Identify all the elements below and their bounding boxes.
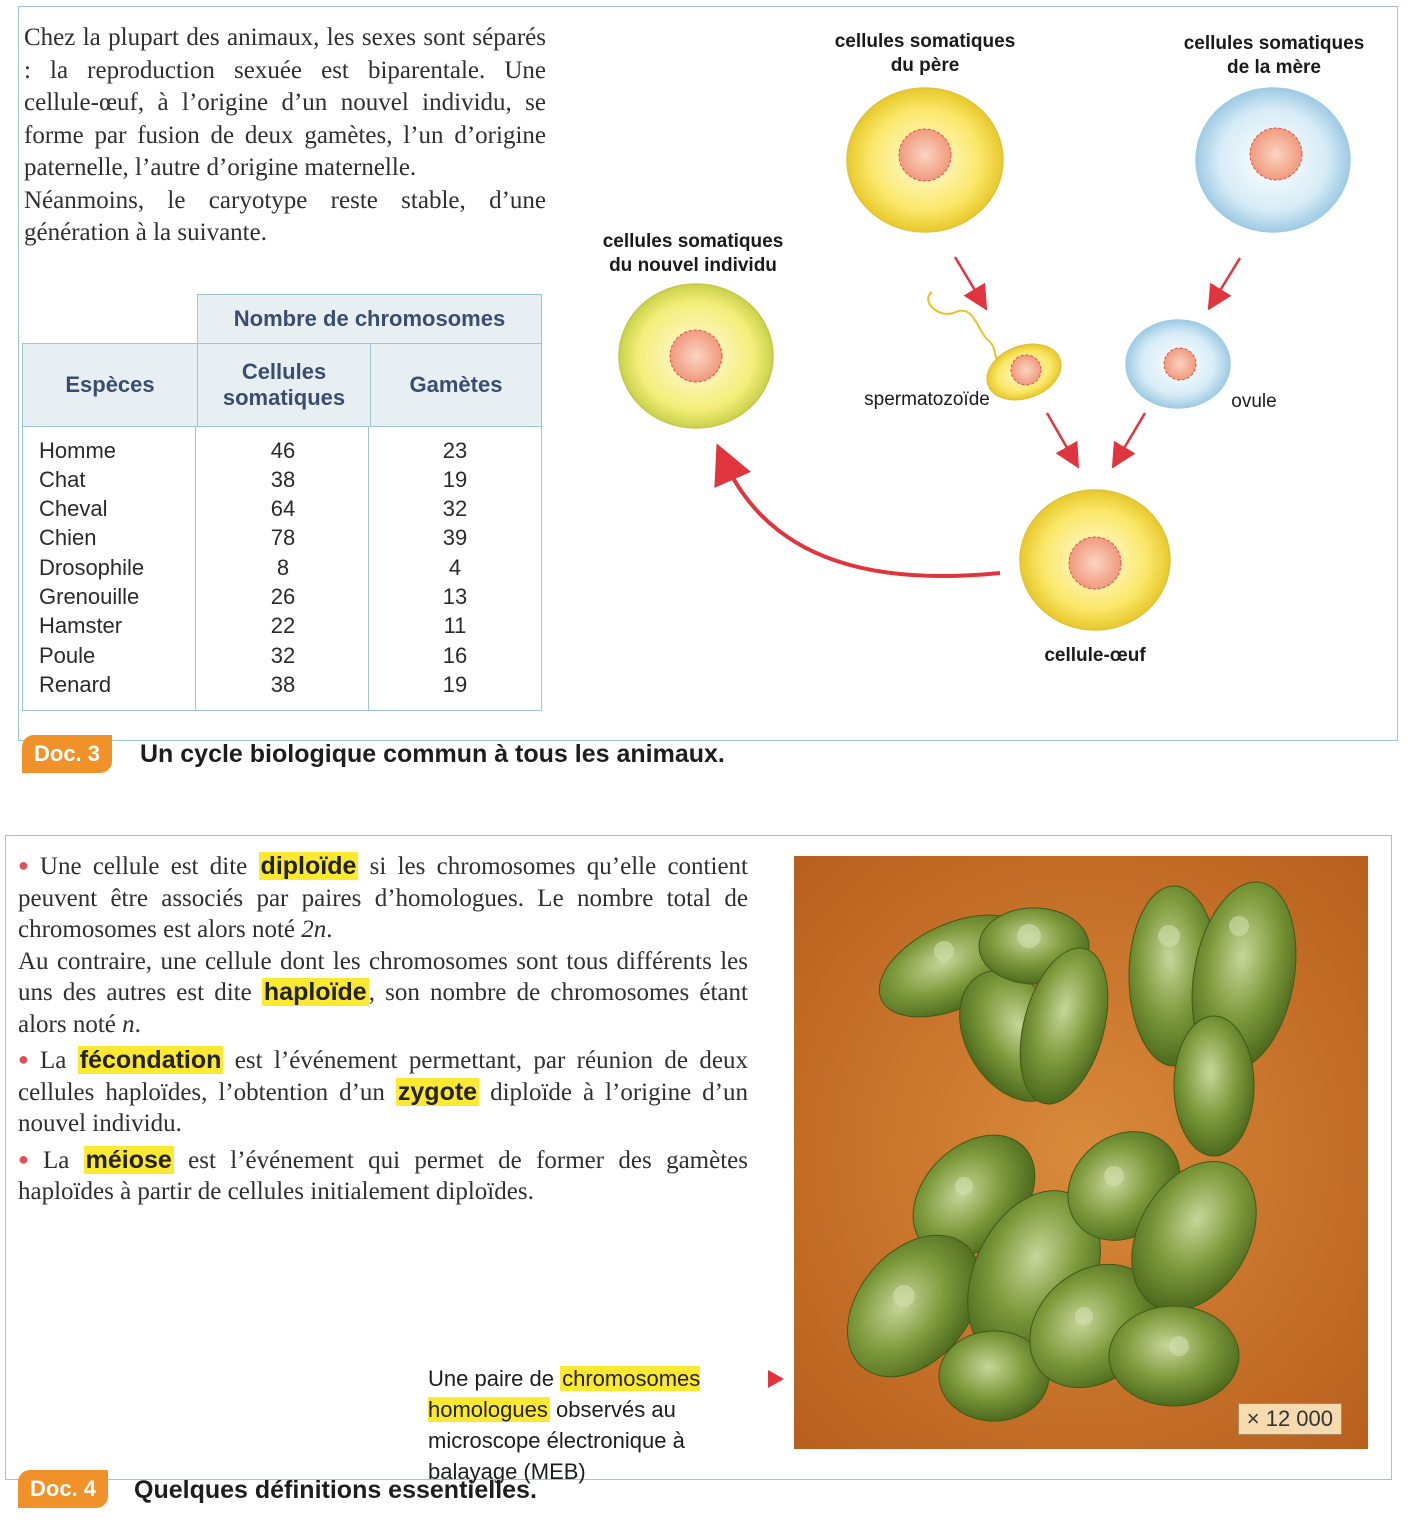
table-header-gametes: Gamètes (370, 343, 542, 427)
term-haploid: haploïde (263, 978, 367, 1006)
doc3-tag: Doc. 3 (22, 735, 112, 773)
ovule (1126, 320, 1230, 408)
gamete-cell: 19 (442, 672, 468, 697)
doc4-caption: Quelques définitions essentielles. (134, 1476, 537, 1504)
species-cell: Poule (39, 643, 96, 668)
definition-fertilization (18, 1044, 748, 1140)
label-new-line2: du nouvel individu (609, 255, 777, 276)
definition-diploid (18, 850, 748, 1040)
label-new-line1: cellules somatiques (602, 231, 784, 252)
gamete-cell: 16 (442, 643, 468, 668)
egg-cell (1020, 490, 1170, 630)
photo-caption (428, 1363, 768, 1487)
somatic-cell: 46 (270, 438, 296, 463)
species-cell: Grenouille (39, 584, 140, 609)
table-header-species: Espèces (22, 343, 198, 427)
text-run: , son nombre de chromosomes étant alors noté (18, 979, 748, 1038)
label-father-cells (815, 30, 1035, 78)
label-new-individual (582, 230, 804, 278)
species-cell: Homme (39, 438, 117, 463)
table-row (22, 582, 542, 611)
arrow-sperm-to-egg (1047, 413, 1074, 460)
label-mother-line2: de la mère (1227, 57, 1321, 78)
table-row (22, 436, 542, 465)
mother-cell (1196, 88, 1350, 232)
label-mother-cells (1164, 32, 1384, 80)
gamete-cell: 13 (442, 584, 468, 609)
label-sperm: spermatozoïde (864, 389, 990, 410)
bullet-icon: ● (18, 1148, 37, 1169)
gamete-cell: 39 (442, 525, 468, 550)
arrow-ovule-to-egg (1117, 413, 1145, 460)
father-cell (847, 88, 1003, 232)
intro-paragraph-1: Chez la plupart des animaux, les sexes sont séparés : la reproduction sexuée est biparentale. Une cellule-œuf, à l’origine d’un nouvel individu, se forme par fusion de deux gamètes, l’un d’origine paternelle, l’autre d’origine maternelle. (24, 24, 546, 181)
arrow-father-to-sperm (955, 257, 982, 302)
gamete-cell: 4 (448, 555, 462, 580)
text-run: Au contraire, une cellule dont les chromosomes sont tous différents les uns des autres est dite (18, 947, 748, 1006)
species-cell: Drosophile (39, 555, 145, 580)
pointer-arrow-icon (768, 1370, 784, 1388)
species-cell: Cheval (39, 496, 108, 521)
species-cell: Chat (39, 467, 86, 492)
table-row (22, 494, 542, 523)
new-individual-cell (619, 284, 773, 428)
table-row (22, 670, 542, 699)
table-row (22, 465, 542, 494)
arrow-mother-to-ovule (1213, 258, 1240, 302)
label-father-line1: cellules somatiques (834, 31, 1016, 52)
text-run: La (42, 1146, 84, 1174)
species-cell: Hamster (39, 613, 123, 638)
somatic-cell: 32 (270, 643, 296, 668)
somatic-cell: 8 (276, 555, 290, 580)
species-cell: Chien (39, 525, 97, 550)
somatic-cell: 38 (270, 672, 296, 697)
text-run: Une cellule est dite (39, 853, 259, 880)
table-row (22, 553, 542, 582)
text-run: Une paire de (428, 1366, 561, 1391)
term-diploid: diploïde (260, 852, 357, 880)
somatic-cell: 26 (270, 584, 296, 609)
text-run: est l’événement permettant, par réunion de deux cellules haploïdes, l’obtention d’un (18, 1047, 748, 1106)
gamete-cell: 11 (443, 613, 467, 638)
life-cycle-diagram (560, 20, 1390, 720)
somatic-cell: 78 (270, 525, 296, 550)
species-cell: Renard (39, 672, 112, 697)
text-run: observés au microscope électronique à balayage (MEB) (428, 1397, 685, 1484)
label-ovule: ovule (1231, 391, 1277, 412)
term-homologous-chromosomes: chromosomes homologues (428, 1366, 701, 1422)
definition-meiosis (18, 1144, 748, 1208)
arrow-egg-to-new-individual (723, 458, 1000, 576)
term-zygote: zygote (397, 1077, 478, 1106)
bullet-icon: ● (18, 855, 34, 875)
doc3-caption: Un cycle biologique commun à tous les animaux. (140, 740, 725, 768)
chromosome-image (794, 856, 1368, 1449)
magnification-label: × 12 000 (1238, 1403, 1342, 1435)
term-meiose: méiose (85, 1145, 172, 1174)
symbol-n: n (122, 1010, 135, 1038)
text-run: diploïde à l’origine d’un nouvel individu. (18, 1078, 748, 1137)
table-group-header: Nombre de chromosomes (197, 294, 542, 344)
text-run: . (134, 1010, 141, 1038)
term-fecondation: fécondation (79, 1046, 222, 1074)
label-mother-line1: cellules somatiques (1183, 33, 1365, 54)
doc4-tag: Doc. 4 (18, 1470, 108, 1508)
text-run: La (40, 1047, 78, 1074)
table-header-somatic: Cellules somatiques (197, 343, 371, 427)
table-row (22, 523, 542, 552)
somatic-cell: 64 (270, 496, 296, 521)
somatic-cell: 38 (270, 467, 296, 492)
gamete-cell: 19 (442, 467, 468, 492)
somatic-cell: 22 (270, 613, 296, 638)
text-run: si les chromosomes qu’elle contient peuvent être associés par paires d’homologues. Le nombre total de chromosomes est alors noté (18, 853, 748, 943)
label-egg-cell: cellule-œuf (1044, 645, 1146, 666)
chromosome-micrograph (794, 856, 1368, 1449)
label-father-line2: du père (890, 55, 960, 76)
gamete-cell: 23 (442, 438, 468, 463)
bullet-icon: ● (18, 1049, 34, 1069)
definitions-text (18, 850, 748, 1212)
gamete-cell: 32 (442, 496, 468, 521)
doc3-intro-text (24, 22, 546, 250)
text-run: . (326, 916, 333, 943)
symbol-2n: 2n (301, 916, 327, 943)
intro-paragraph-2: Néanmoins, le caryotype reste stable, d’une génération à la suivante. (24, 186, 546, 246)
table-row (22, 611, 542, 640)
table-row (22, 641, 542, 670)
text-run: est l’événement qui permet de former des gamètes haploïdes à partir de cellules initialement diploïdes. (18, 1146, 748, 1205)
